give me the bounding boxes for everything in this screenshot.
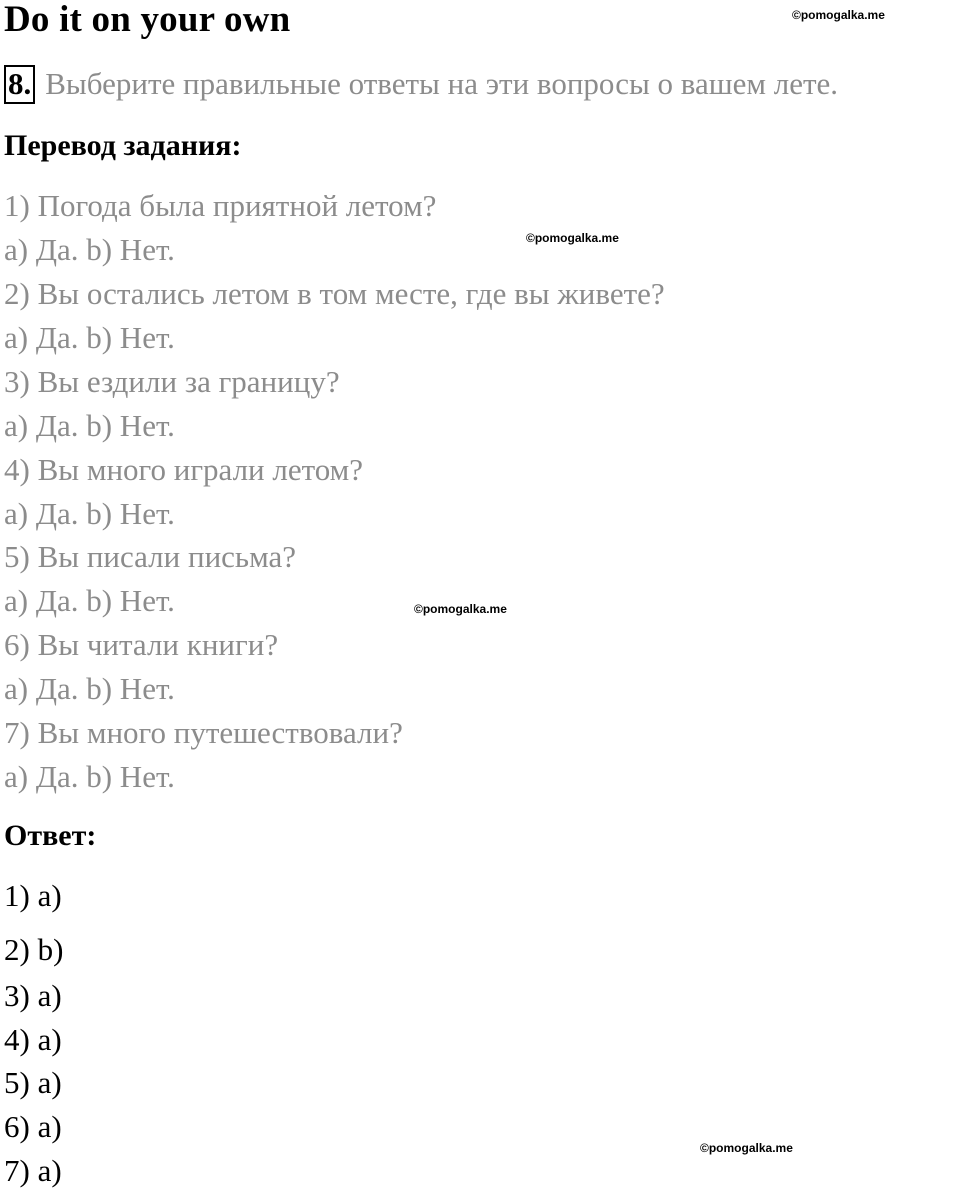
answer-heading: Ответ: (4, 819, 97, 852)
watermark: ©pomogalka.me (526, 231, 619, 245)
translation-line: 6) Вы читали книги? (4, 627, 279, 662)
translation-line: 7) Вы много путешествовали? (4, 715, 403, 750)
translation-line: a) Да. b) Нет. (4, 496, 175, 531)
task-number-box: 8. (4, 65, 35, 104)
page-title: Do it on your own (4, 0, 291, 40)
answer-line: 4) a) (4, 1022, 62, 1057)
answer-line: 7) a) (4, 1153, 62, 1188)
translation-line: a) Да. b) Нет. (4, 759, 175, 794)
answer-line: 1) a) (4, 878, 62, 913)
watermark: ©pomogalka.me (792, 8, 885, 22)
translation-line: 1) Погода была приятной летом? (4, 188, 437, 223)
answer-line: 2) b) (4, 932, 64, 967)
translation-line: 3) Вы ездили за границу? (4, 364, 340, 399)
translation-line: a) Да. b) Нет. (4, 408, 175, 443)
task-text: Выберите правильные ответы на эти вопросы о вашем лете. (45, 66, 839, 101)
translation-line: 4) Вы много играли летом? (4, 452, 364, 487)
translation-line: 5) Вы писали письма? (4, 539, 296, 574)
translation-line: 2) Вы остались летом в том месте, где вы живете? (4, 276, 665, 311)
translation-line: a) Да. b) Нет. (4, 671, 175, 706)
translation-line: a) Да. b) Нет. (4, 232, 175, 267)
answer-line: 3) a) (4, 978, 62, 1013)
answer-line: 5) a) (4, 1065, 62, 1100)
watermark: ©pomogalka.me (414, 602, 507, 616)
translation-heading: Перевод задания: (4, 129, 242, 162)
translation-line: a) Да. b) Нет. (4, 583, 175, 618)
answer-line: 6) a) (4, 1109, 62, 1144)
watermark: ©pomogalka.me (700, 1141, 793, 1155)
task-statement (4, 62, 838, 106)
translation-line: a) Да. b) Нет. (4, 320, 175, 355)
